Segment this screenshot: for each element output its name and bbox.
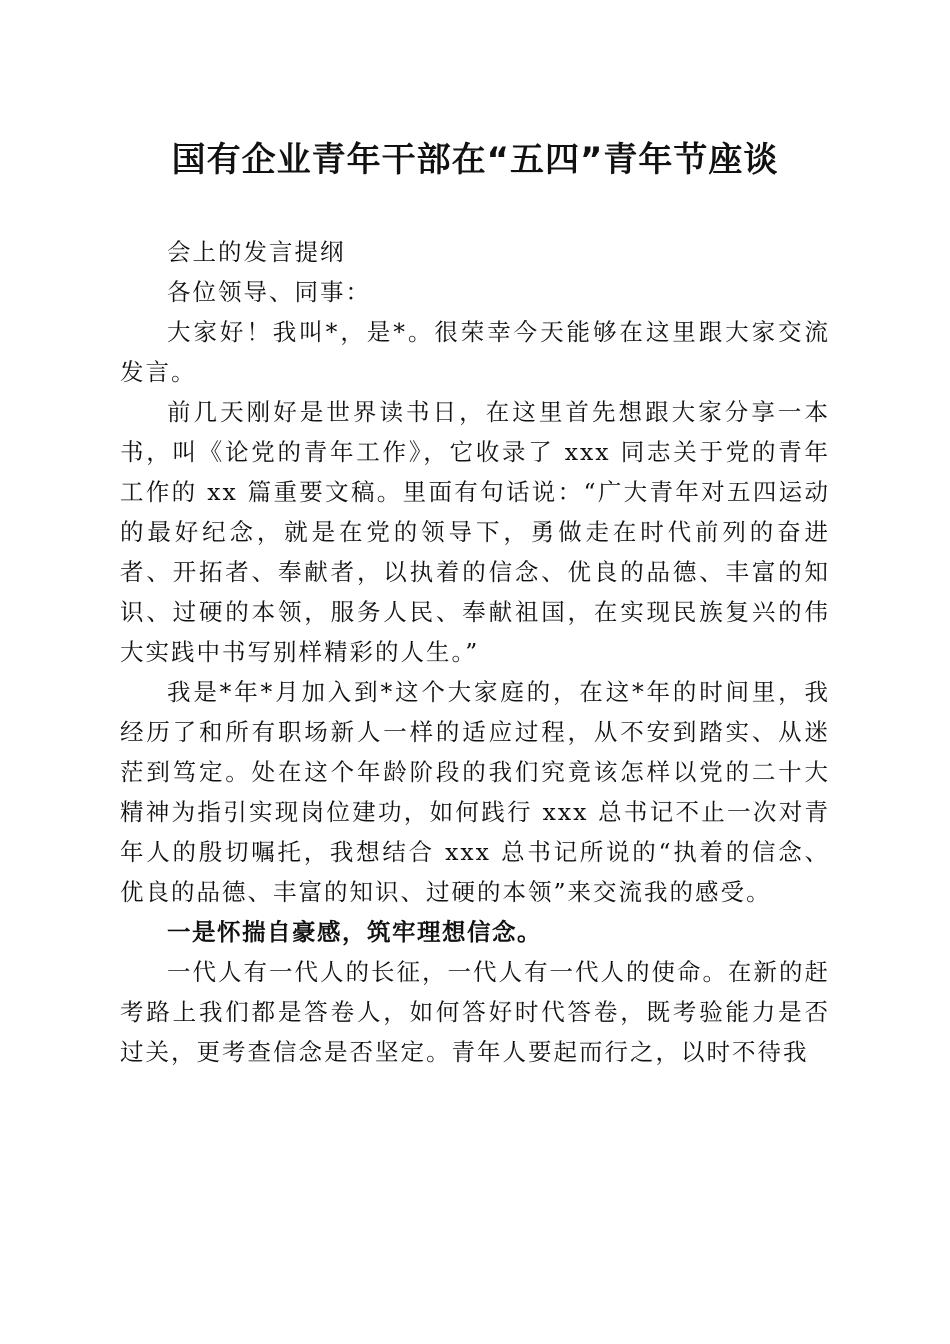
section-heading-one: 一是怀揣自豪感，筑牢理想信念。: [167, 918, 542, 946]
paragraph-mission: 一代人有一代人的长征，一代人有一代人的使命。在新的赶考路上我们都是答卷人，如何答好时代答卷，既考验能力是否过关，更考查信念是否坚定。青年人要起而行之，以时不待我: [120, 958, 830, 1066]
paragraph-greeting: 大家好！我叫*，是*。很荣幸今天能够在这里跟大家交流发言。: [120, 318, 830, 386]
paragraph-subtitle: 会上的发言提纲: [167, 238, 346, 266]
document-body: [120, 232, 830, 1072]
paragraph-personal-experience: 我是*年*月加入到*这个大家庭的，在这*年的时间里，我经历了和所有职场新人一样的适应过程，从不安到踏实、从迷茫到笃定。处在这个年龄阶段的我们究竟该怎样以党的二十大精神为指引实现岗位建功，如何践行 xxx 总书记不止一次对青年人的殷切嘱托，我想结合 xxx 总书记所说的“执着的信念、优良的品德、丰富的知识、过硬的本领”来交流我的感受。: [120, 678, 830, 906]
paragraph-salutation: 各位领导、同事：: [167, 278, 371, 306]
paragraph-book-quote: 前几天刚好是世界读书日，在这里首先想跟大家分享一本书，叫《论党的青年工作》，它收录了 xxx 同志关于党的青年工作的 xx 篇重要文稿。里面有句话说：“广大青年对五四运动的最好纪念，就是在党的领导下，勇做走在时代前列的奋进者、开拓者、奉献者，以执着的信念、优良的品德、丰富的知识、过硬的本领，服务人民、奉献祖国，在实现民族复兴的伟大实践中书写别样精彩的人生。”: [120, 398, 830, 666]
document-title: 国有企业青年干部在“五四”青年节座谈: [171, 140, 779, 180]
